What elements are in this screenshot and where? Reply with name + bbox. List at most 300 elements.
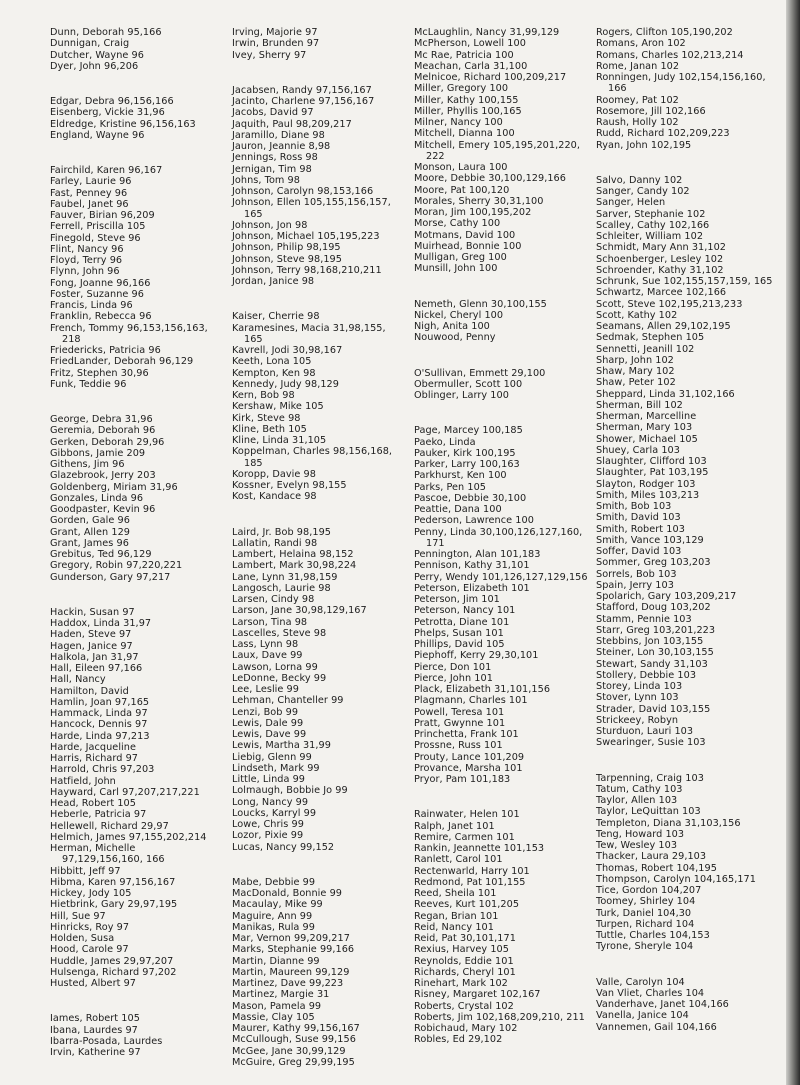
index-entry: Geremia, Deborah 96	[50, 425, 156, 437]
index-entry: Redmond, Pat 101,155	[414, 876, 526, 888]
index-entry: Loucks, Karryl 99	[232, 807, 317, 819]
index-entry: Sanger, Helen	[596, 197, 666, 209]
index-entry: Roomey, Pat 102	[596, 94, 679, 106]
index-entry: Prouty, Lance 101,209	[414, 751, 525, 763]
index-entry: Lambert, Helaina 98,152	[232, 549, 354, 560]
index-entry: Kern, Bob 98	[232, 390, 295, 401]
index-entry: Rankin, Jeannette 101,153	[414, 843, 545, 854]
index-entry: Turpen, Richard 104	[596, 918, 695, 930]
page-binding-edge	[786, 0, 800, 1085]
index-entry: Harrold, Chris 97,203	[50, 764, 155, 776]
index-entry: Roberts, Jim 102,168,209,210, 211	[414, 1011, 585, 1023]
index-entry: Stafford, Doug 103,202	[596, 602, 711, 614]
index-entry: Pederson, Lawrence 100	[414, 515, 534, 527]
index-entry: Nickel, Cheryl 100	[414, 309, 504, 321]
index-entry: Smith, David 103	[596, 512, 681, 524]
index-entry: Sarver, Stephanie 102	[596, 208, 706, 220]
index-entry: Mitchell, Dianna 100	[414, 128, 515, 140]
index-entry: Peattie, Dana 100	[414, 504, 502, 515]
index-entry: Richards, Cheryl 101	[414, 966, 516, 978]
index-entry: Irwin, Brunden 97	[232, 38, 320, 50]
index-entry: Hancock, Dennis 97	[50, 719, 148, 731]
index-entry: Mason, Pamela 99	[232, 1000, 322, 1012]
index-entry: Maguire, Ann 99	[232, 910, 313, 922]
index-entry: Hagen, Janice 97	[50, 640, 133, 652]
index-entry: Slaughter, Pat 103,195	[596, 467, 709, 479]
index-entry: Francis, Linda 96	[50, 300, 133, 311]
index-entry: Martin, Maureen 99,129	[232, 966, 350, 978]
index-entry: Hackin, Susan 97	[50, 606, 135, 618]
index-entry: Van Vliet, Charles 104	[596, 987, 705, 999]
index-entry: Stebbins, Jon 103,155	[596, 636, 704, 647]
index-entry: Mc Rae, Patricia 100	[414, 49, 514, 61]
index-entry: Parkhurst, Ken 100	[414, 470, 507, 482]
index-entry: Perry, Wendy 101,126,127,129,156	[414, 571, 588, 583]
index-entry: Shuey, Carla 103	[596, 444, 680, 456]
index-entry: Holden, Susa	[50, 933, 115, 944]
index-entry: Toomey, Shirley 104	[596, 896, 696, 908]
index-entry: Halkola, Jan 31,97	[50, 651, 139, 663]
index-entry: Lee, Leslie 99	[232, 684, 299, 695]
index-entry: Moran, Jim 100,195,202	[414, 207, 532, 218]
letter-group-spacer	[232, 503, 402, 527]
index-entry: Thompson, Carolyn 104,165,171	[596, 873, 756, 885]
index-entry: Robles, Ed 29,102	[414, 1034, 503, 1046]
index-entry: Fast, Penney 96	[50, 187, 128, 199]
index-entry: Tatum, Cathy 103	[596, 783, 683, 795]
index-entry: Tice, Gordon 104,207	[596, 885, 702, 896]
index-entry: Johnson, Michael 105,195,223	[232, 231, 380, 242]
index-entry: Hamlin, Joan 97,165	[50, 696, 150, 708]
index-entry: Munsill, John 100	[414, 263, 498, 275]
index-entry: Mulligan, Greg 100	[414, 252, 507, 263]
index-entry: Johns, Tom 98	[232, 174, 300, 186]
index-entry: Martin, Dianne 99	[232, 955, 320, 967]
index-entry: Martinez, Dave 99,223	[232, 978, 344, 989]
index-entry: Massie, Clay 105	[232, 1011, 315, 1023]
index-entry: Kirk, Steve 98	[232, 412, 301, 424]
letter-group-spacer	[232, 61, 402, 85]
index-entry: Hickey, Jody 105	[50, 888, 132, 899]
index-entry: Vanella, Janice 104	[596, 1010, 689, 1022]
index-entry: McLaughlin, Nancy 31,99,129	[414, 27, 560, 38]
index-entry: Kossner, Evelyn 98,155	[232, 480, 347, 491]
index-entry: Hietbrink, Gary 29,97,195	[50, 899, 178, 911]
index-entry: Johnson, Ellen 105,155,156,157, 165	[232, 197, 391, 220]
index-entry: Reid, Pat 30,101,171	[414, 933, 516, 944]
index-entry: Little, Linda 99	[232, 774, 306, 785]
index-entry: Swearinger, Susie 103	[596, 737, 706, 749]
letter-group-spacer	[596, 151, 786, 175]
index-entry: Sherman, Mary 103	[596, 422, 693, 434]
index-entry: Long, Nancy 99	[232, 796, 309, 808]
index-entry: Jacinto, Charlene 97,156,167	[232, 96, 375, 107]
index-entry: Johnson, Carolyn 98,153,166	[232, 186, 374, 197]
index-entry: Stollery, Debbie 103	[596, 669, 697, 681]
index-entry: Reeves, Kurt 101,205	[414, 899, 520, 911]
letter-group-spacer	[414, 344, 592, 368]
index-entry: Vannemen, Gail 104,166	[596, 1021, 717, 1033]
index-entry: Rome, Janan 102	[596, 60, 680, 72]
index-entry: George, Debra 31,96	[50, 414, 153, 425]
letter-group-spacer	[596, 749, 786, 773]
index-entry: Sedmak, Stephen 105	[596, 332, 705, 344]
index-entry: Lascelles, Steve 98	[232, 627, 327, 639]
letter-group-spacer	[232, 853, 402, 877]
index-entry: Stover, Lynn 103	[596, 692, 679, 704]
index-entry: Glazebrook, Jerry 203	[50, 470, 156, 482]
index-entry: McGuire, Greg 29,99,195	[232, 1056, 355, 1068]
index-entry: Starr, Greg 103,201,223	[596, 624, 716, 636]
index-entry: Taylor, LeQuittan 103	[596, 806, 701, 818]
index-entry: Shower, Michael 105	[596, 433, 698, 445]
index-entry: Jernigan, Tim 98	[232, 163, 312, 175]
index-entry: McPherson, Lowell 100	[414, 38, 526, 50]
letter-group	[50, 27, 210, 72]
index-entry: Pratt, Gwynne 101	[414, 717, 506, 729]
index-entry: Ibarra-Posada, Laurdes	[50, 1035, 163, 1047]
index-entry: Ivey, Sherry 97	[232, 49, 307, 61]
letter-group-spacer	[414, 401, 592, 425]
index-entry: Oblinger, Larry 100	[414, 390, 509, 401]
index-entry: Schleiter, William 102	[596, 231, 704, 242]
index-entry: Rosemore, Jill 102,166	[596, 105, 706, 117]
index-entry: Grant, Allen 129	[50, 526, 131, 538]
index-entry: Pierce, Don 101	[414, 661, 492, 673]
index-entry: Smith, Miles 103,213	[596, 489, 700, 501]
index-entry: Hood, Carole 97	[50, 944, 129, 956]
index-entry: Princhetta, Frank 101	[414, 729, 519, 740]
index-entry: Taylor, Allen 103	[596, 795, 678, 806]
letter-group	[50, 165, 210, 390]
index-entry: Haddox, Linda 31,97	[50, 618, 152, 629]
index-entry: Romans, Charles 102,213,214	[596, 49, 744, 61]
index-entry: Hill, Sue 97	[50, 910, 106, 922]
index-entry: Grebitus, Ted 96,129	[50, 549, 152, 560]
index-entry: Herman, Michelle 97,129,156,160, 166	[50, 843, 165, 866]
index-entry: Gerken, Deborah 29,96	[50, 436, 165, 448]
index-entry: Kost, Kandace 98	[232, 491, 317, 503]
index-entry: Gibbons, Jamie 209	[50, 447, 146, 459]
index-entry: Koropp, Davie 98	[232, 468, 316, 480]
index-entry: Dyer, John 96,206	[50, 60, 139, 72]
index-entry: Fauver, Birian 96,209	[50, 210, 155, 221]
index-entry: England, Wayne 96	[50, 129, 145, 141]
index-entry: Langosch, Laurie 98	[232, 582, 331, 594]
index-entry: Schwartz, Marcee 102,166	[596, 287, 727, 299]
index-entry: Regan, Brian 101	[414, 910, 499, 922]
index-entry: Kavrell, Jodi 30,98,167	[232, 345, 343, 356]
index-entry: Scalley, Cathy 102,166	[596, 219, 710, 231]
letter-group	[596, 175, 786, 749]
index-entry: Reed, Sheila 101	[414, 888, 497, 899]
index-entry: Hulsenga, Richard 97,202	[50, 966, 177, 978]
index-column-1	[50, 27, 210, 1058]
index-entry: Lindseth, Mark 99	[232, 762, 320, 774]
index-entry: Sherman, Bill 102	[596, 399, 683, 411]
index-entry: Gregory, Robin 97,220,221	[50, 560, 183, 572]
letter-group-spacer	[50, 989, 210, 1013]
index-entry: Tyrone, Sheryle 104	[596, 941, 694, 953]
index-entry: Parker, Larry 100,163	[414, 459, 520, 470]
index-entry: Pauker, Kirk 100,195	[414, 447, 516, 459]
index-entry: Hibbitt, Jeff 97	[50, 865, 121, 877]
index-entry: Peterson, Nancy 101	[414, 605, 516, 617]
index-entry: Hall, Eileen 97,166	[50, 663, 143, 674]
index-entry: Grant, James 96	[50, 537, 129, 549]
index-entry: Lucas, Nancy 99,152	[232, 841, 335, 853]
index-entry: Harde, Linda 97,213	[50, 730, 150, 742]
index-entry: Laird, Jr. Bob 98,195	[232, 526, 332, 538]
index-entry: Haden, Steve 97	[50, 629, 132, 641]
letter-group	[232, 877, 402, 1068]
index-entry: Lass, Lynn 98	[232, 639, 299, 650]
letter-group-spacer	[232, 287, 402, 311]
index-entry: Rinehart, Mark 102	[414, 978, 508, 989]
index-entry: Lambert, Mark 30,98,224	[232, 560, 357, 572]
index-entry: FriedLander, Deborah 96,129	[50, 356, 194, 368]
index-entry: Foster, Suzanne 96	[50, 288, 144, 300]
index-entry: Johnson, Steve 98,195	[232, 253, 342, 265]
index-entry: Johnson, Terry 98,168,210,211	[232, 264, 382, 276]
index-entry: Nemeth, Glenn 30,100,155	[414, 298, 547, 310]
index-entry: Husted, Albert 97	[50, 978, 137, 989]
index-entry: Head, Robert 105	[50, 798, 136, 809]
index-entry: Iames, Robert 105	[50, 1013, 140, 1025]
index-column-3	[414, 27, 592, 1046]
index-entry: Miller, Kathy 100,155	[414, 94, 519, 106]
index-entry: Phelps, Susan 101	[414, 627, 504, 639]
index-entry: Macaulay, Mike 99	[232, 899, 323, 911]
letter-group-spacer	[50, 583, 210, 607]
index-entry: Farley, Laurie 96	[50, 176, 132, 188]
index-entry: Friedericks, Patricia 96	[50, 345, 161, 356]
index-entry: Kline, Beth 105	[232, 423, 307, 435]
index-entry: Johnson, Jon 98	[232, 219, 308, 231]
index-entry: Jacobs, David 97	[232, 107, 314, 119]
index-entry: Pennington, Alan 101,183	[414, 549, 541, 560]
index-entry: Plack, Elizabeth 31,101,156	[414, 684, 551, 695]
index-entry: Jaquith, Paul 98,209,217	[232, 118, 352, 130]
index-entry: Thacker, Laura 29,103	[596, 851, 707, 863]
index-entry: Flynn, John 96	[50, 266, 120, 278]
index-entry: Schroender, Kathy 31,102	[596, 264, 724, 276]
index-entry: Hinricks, Roy 97	[50, 921, 130, 933]
letter-group	[232, 27, 402, 61]
index-entry: Valle, Carolyn 104	[596, 976, 685, 988]
index-entry: Laux, Dave 99	[232, 650, 303, 662]
index-entry: Goldenberg, Miriam 31,96	[50, 481, 178, 493]
index-entry: Parks, Pen 105	[414, 481, 487, 493]
index-entry: Ronningen, Judy 102,154,156,160, 166	[596, 72, 766, 95]
index-entry: Larson, Jane 30,98,129,167	[232, 605, 367, 617]
index-entry: Hammack, Linda 97	[50, 708, 148, 719]
index-entry: McGee, Jane 30,99,129	[232, 1045, 346, 1057]
index-entry: Nigh, Anita 100	[414, 321, 490, 332]
index-entry: Irving, Majorie 97	[232, 27, 318, 38]
index-entry: Nouwood, Penny	[414, 332, 496, 344]
index-entry: Martinez, Margie 31	[232, 989, 330, 1001]
index-entry: Lewis, Dave 99	[232, 729, 307, 740]
letter-group	[50, 607, 210, 990]
index-entry: Scott, Steve 102,195,213,233	[596, 298, 743, 310]
index-entry: Lane, Lynn 31,98,159	[232, 571, 338, 583]
index-entry: Fong, Joanne 96,166	[50, 277, 151, 289]
index-entry: Provance, Marsha 101	[414, 762, 523, 774]
letter-group	[414, 425, 592, 785]
index-entry: Shaw, Mary 102	[596, 366, 675, 377]
letter-group	[596, 977, 786, 1033]
index-entry: Lehman, Chanteller 99	[232, 695, 344, 707]
index-entry: Harris, Richard 97	[50, 753, 139, 764]
index-entry: Tew, Wesley 103	[596, 840, 678, 851]
index-entry: Spain, Jerry 103	[596, 579, 674, 591]
index-entry: Ranlett, Carol 101	[414, 854, 503, 866]
index-entry: Gunderson, Gary 97,217	[50, 571, 171, 583]
index-entry: Lolmaugh, Bobbie Jo 99	[232, 785, 348, 797]
index-entry: Hamilton, David	[50, 685, 129, 697]
index-entry: Phillips, David 105	[414, 639, 505, 650]
index-entry: Ryan, John 102,195	[596, 139, 692, 151]
index-entry: Schmidt, Mary Ann 31,102	[596, 242, 727, 254]
index-entry: Spolarich, Gary 103,209,217	[596, 591, 737, 602]
index-entry: Seamans, Allen 29,102,195	[596, 321, 731, 332]
letter-group	[50, 414, 210, 583]
index-entry: Larsen, Cindy 98	[232, 594, 315, 605]
index-entry: Sharp, John 102	[596, 354, 674, 366]
index-entry: Moore, Debbie 30,100,129,166	[414, 173, 566, 185]
index-entry: Helmich, James 97,155,202,214	[50, 831, 207, 843]
index-entry: Ferrell, Priscilla 105	[50, 221, 146, 233]
index-entry: Prossne, Russ 101	[414, 740, 503, 752]
index-entry: Salvo, Danny 102	[596, 174, 683, 186]
index-entry: Jordan, Janice 98	[232, 276, 315, 287]
index-entry: Hibma, Karen 97,156,167	[50, 876, 176, 888]
index-entry: Soffer, David 103	[596, 546, 682, 557]
index-entry: Paeko, Linda	[414, 436, 476, 448]
index-entry: Pascoe, Debbie 30,100	[414, 492, 527, 504]
index-entry: Kline, Linda 31,105	[232, 435, 327, 446]
index-entry: Kershaw, Mike 105	[232, 401, 324, 413]
index-entry: Sanger, Candy 102	[596, 186, 690, 197]
index-entry: McCullough, Suse 99,156	[232, 1034, 356, 1046]
index-entry: Eldredge, Kristine 96,156,163	[50, 118, 196, 130]
letter-group	[414, 368, 592, 402]
index-entry: Motmans, David 100	[414, 229, 516, 241]
index-entry: Kaiser, Cherrie 98	[232, 311, 320, 323]
index-entry: Monson, Laura 100	[414, 162, 508, 173]
index-entry: Lewis, Dale 99	[232, 717, 304, 729]
index-entry: Page, Marcey 100,185	[414, 425, 523, 437]
index-entry: Templeton, Diana 31,103,156	[596, 817, 741, 829]
index-entry: Dunn, Deborah 95,166	[50, 27, 162, 38]
index-entry: Franklin, Rebecca 96	[50, 311, 152, 323]
index-entry: Lawson, Lorna 99	[232, 661, 318, 673]
index-entry: Shaw, Peter 102	[596, 377, 676, 389]
index-entry: Slaughter, Clifford 103	[596, 456, 707, 467]
index-entry: Floyd, Terry 96	[50, 255, 123, 266]
index-entry: Dunnigan, Craig	[50, 38, 130, 50]
index-entry: Risney, Margaret 102,167	[414, 989, 541, 1001]
index-entry: Sturduon, Lauri 103	[596, 726, 694, 737]
index-entry: Rectenwarld, Harry 101	[414, 865, 530, 877]
index-entry: Moore, Pat 100,120	[414, 184, 510, 196]
index-entry: Hellewell, Richard 29,97	[50, 820, 169, 832]
letter-group	[232, 85, 402, 288]
letter-group	[50, 1013, 210, 1058]
index-entry: Mitchell, Emery 105,195,201,220, 222	[414, 139, 581, 162]
index-entry: Peterson, Elizabeth 101	[414, 582, 530, 594]
index-entry: Maurer, Kathy 99,156,167	[232, 1023, 360, 1034]
index-entry: Lewis, Martha 31,99	[232, 740, 331, 752]
index-entry: Miller, Phyllis 100,165	[414, 105, 522, 117]
letter-group-spacer	[50, 141, 210, 165]
index-entry: French, Tommy 96,153,156,163, 218	[50, 322, 208, 345]
index-entry: Romans, Aron 102	[596, 38, 686, 50]
index-entry: O'Sullivan, Emmett 29,100	[414, 367, 546, 379]
index-entry: Rainwater, Helen 101	[414, 809, 520, 821]
index-entry: Jennings, Ross 98	[232, 152, 318, 164]
index-entry: Funk, Teddie 96	[50, 378, 127, 390]
letter-group	[232, 527, 402, 853]
index-entry: Raush, Holly 102	[596, 117, 679, 128]
index-entry: Smith, Robert 103	[596, 523, 685, 535]
index-entry: Slayton, Rodger 103	[596, 478, 696, 490]
index-entry: Sheppard, Linda 31,102,166	[596, 388, 735, 400]
index-entry: Tuttle, Charles 104,153	[596, 930, 710, 941]
letter-group	[596, 773, 786, 953]
index-entry: Harde, Jacqueline	[50, 741, 137, 753]
index-entry: Larson, Tina 98	[232, 616, 308, 628]
index-entry: Karamesines, Macia 31,98,155, 165	[232, 322, 386, 345]
index-entry: Miller, Gregory 100	[414, 83, 509, 95]
index-entry: Sherman, Marcelline	[596, 411, 697, 422]
index-entry: Edgar, Debra 96,156,166	[50, 96, 174, 107]
index-entry: Milner, Nancy 100	[414, 117, 503, 128]
index-entry: Rudd, Richard 102,209,223	[596, 128, 730, 140]
index-entry: Sommer, Greg 103,203	[596, 557, 711, 569]
index-entry: Muirhead, Bonnie 100	[414, 240, 522, 252]
letter-group-spacer	[414, 275, 592, 299]
index-entry: Pierce, John 101	[414, 672, 493, 684]
index-entry: Kennedy, Judy 98,129	[232, 378, 339, 390]
index-entry: Jacabsen, Randy 97,156,167	[232, 84, 372, 96]
index-entry: Petrotta, Diane 101	[414, 616, 510, 628]
letter-group-spacer	[414, 785, 592, 809]
index-entry: Vanderhave, Janet 104,166	[596, 999, 729, 1010]
index-entry: Koppelman, Charles 98,156,168, 185	[232, 446, 393, 469]
index-entry: Remire, Carmen 101	[414, 831, 515, 843]
index-entry: Stewart, Sandy 31,103	[596, 658, 708, 670]
index-entry: Pennison, Kathy 31,101	[414, 560, 530, 572]
index-entry: Scott, Kathy 102	[596, 309, 678, 321]
index-entry: Kempton, Ken 98	[232, 367, 316, 379]
index-entry: Obermuller, Scott 100	[414, 378, 523, 390]
index-entry: Morales, Sherry 30,31,100	[414, 195, 544, 207]
index-entry: Reid, Nancy 101	[414, 921, 494, 933]
index-entry: Sennetti, Jeanill 102	[596, 343, 695, 355]
index-entry: Meachan, Carla 31,100	[414, 60, 528, 72]
index-entry: Robichaud, Mary 102	[414, 1023, 518, 1034]
index-entry: Storey, Linda 103	[596, 681, 683, 692]
index-entry: Piephoff, Kerry 29,30,101	[414, 650, 539, 662]
index-entry: Teng, Howard 103	[596, 828, 685, 840]
letter-group	[232, 311, 402, 502]
index-entry: Strickeey, Robyn	[596, 714, 679, 726]
letter-group-spacer	[50, 390, 210, 414]
index-entry: Lallatin, Randi 98	[232, 537, 318, 549]
letter-group	[414, 299, 592, 344]
